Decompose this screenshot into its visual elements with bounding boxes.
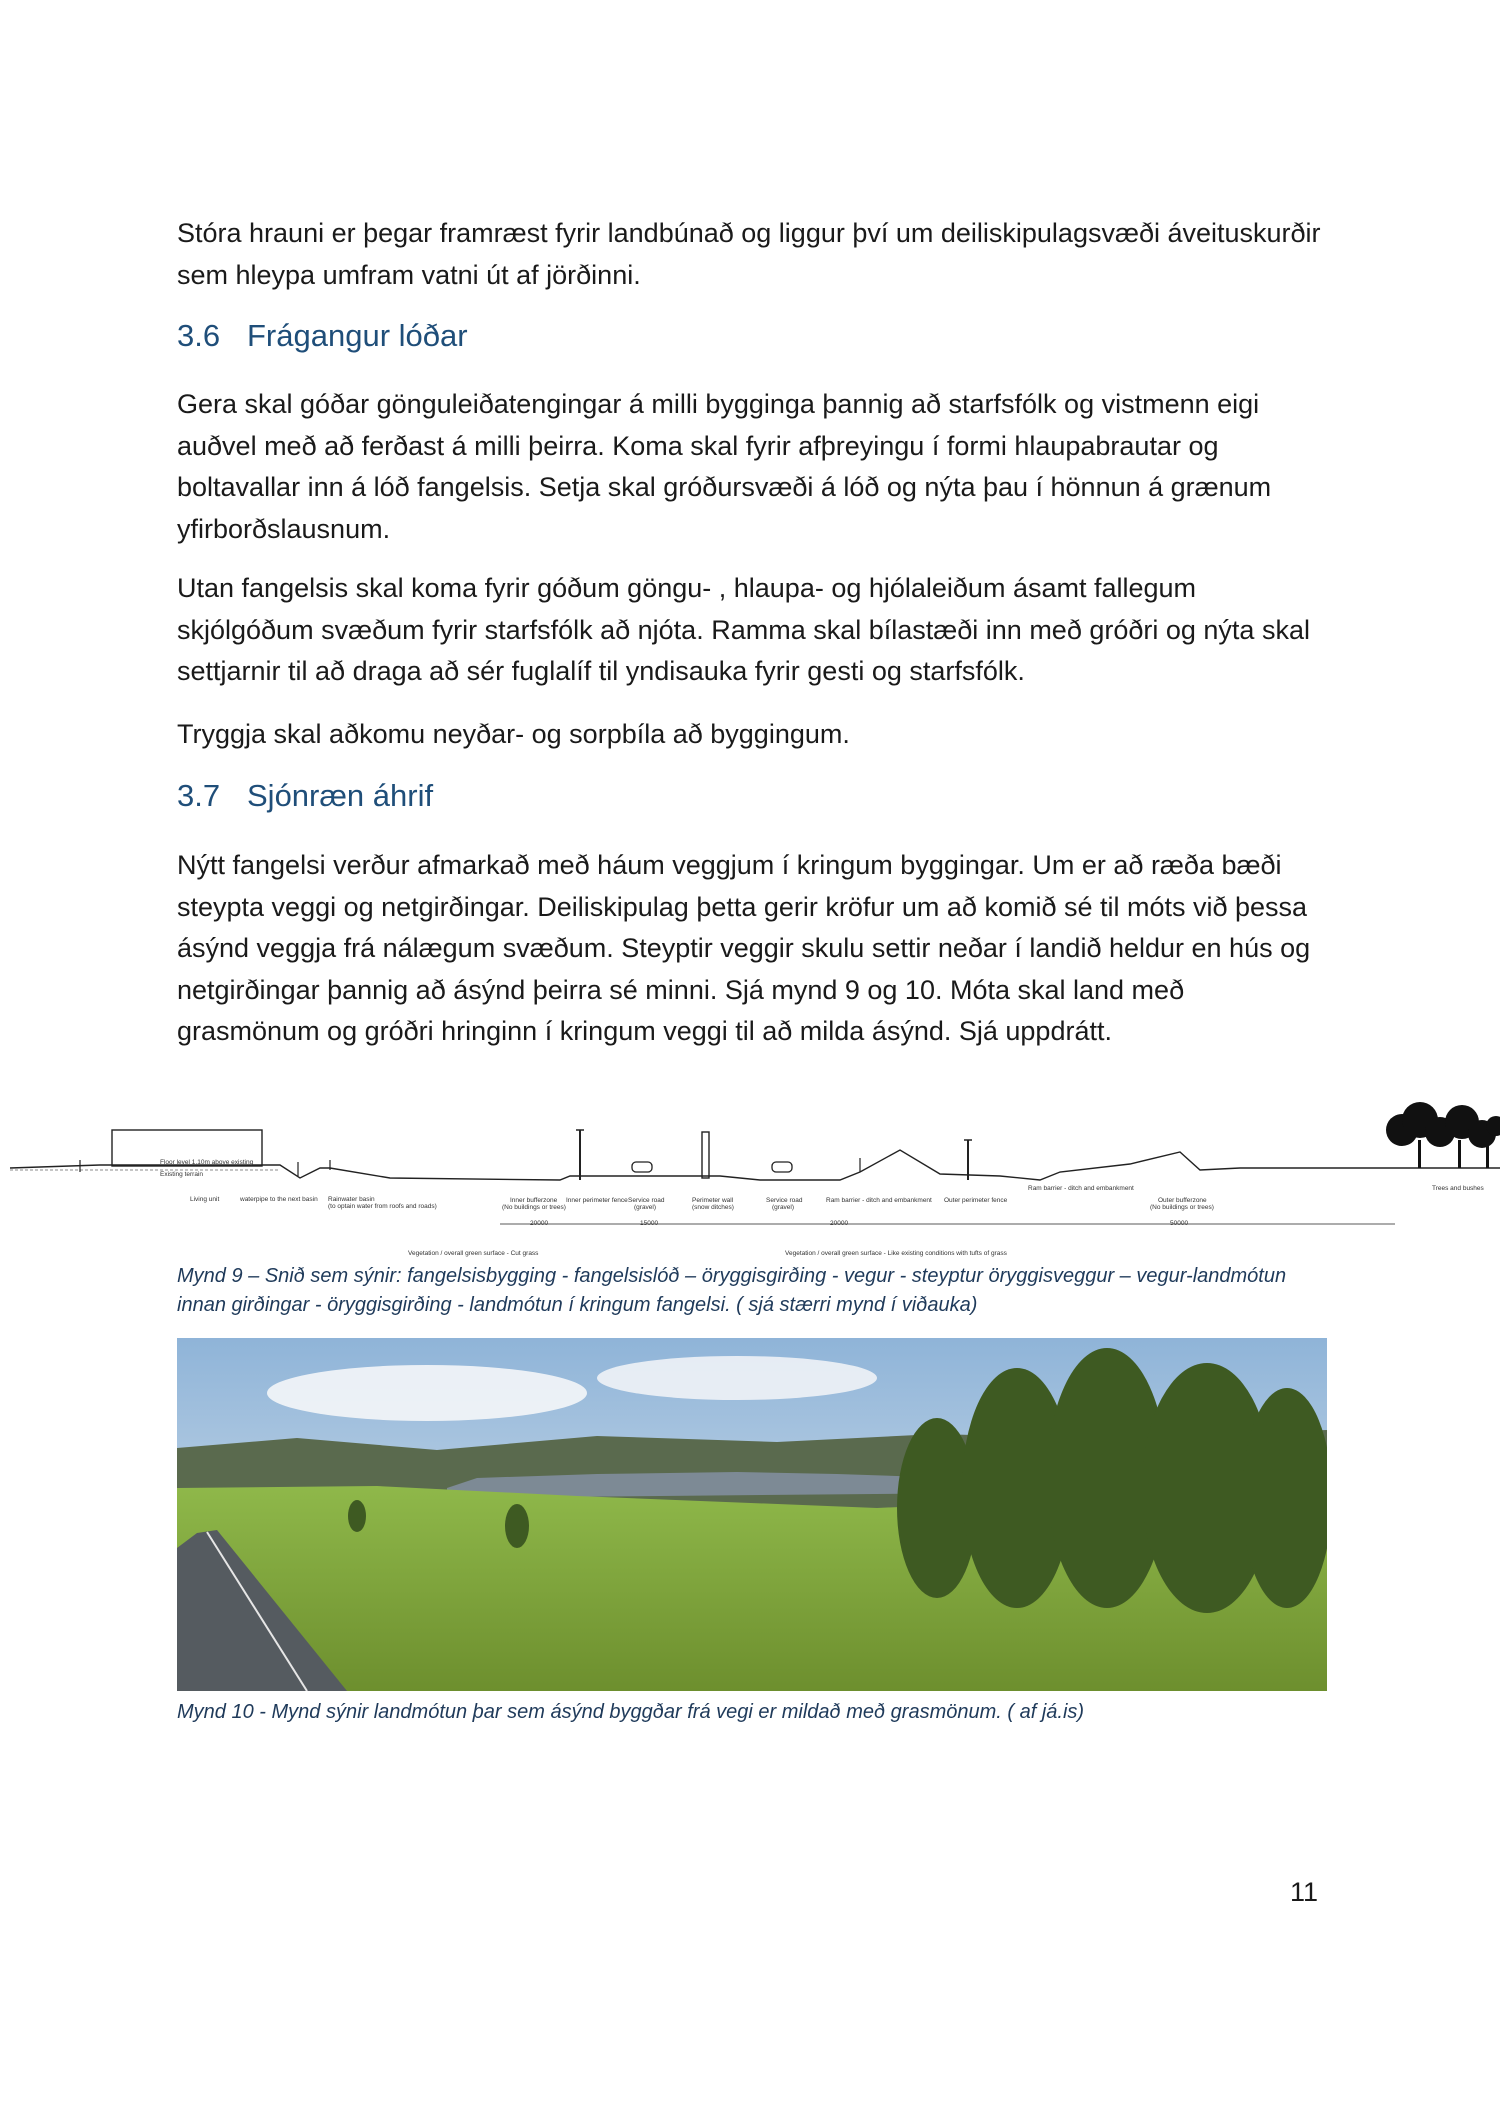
perimeter-wall-sub: (snow ditches) — [692, 1204, 734, 1211]
rainwater-basin-sub: (to optain water from roofs and roads) — [328, 1203, 437, 1210]
dimension-c: 20000 — [830, 1220, 849, 1227]
section-number: 3.7 — [177, 778, 221, 813]
paragraph-outside: Utan fangelsis skal koma fyrir góðum göngu- , hlaupa- og hjólaleiðum ásamt fallegum skjólgóðum svæðum fyrir starfsfólk að njóta. Ramma skal bílastæði inn með gróðri og nýta skal settjarnir til að draga að sér fuglalíf til yndisauka fyrir gesti og starfsfólk. — [177, 573, 1310, 686]
trees-label: Trees and bushes — [1432, 1185, 1484, 1192]
section-title: Frágangur lóðar — [247, 318, 468, 353]
ram-barrier-1-label: Ram barrier - ditch and embankment — [826, 1197, 932, 1204]
paragraph-visual-impact: Nýtt fangelsi verður afmarkað með háum veggjum í kringum byggingar. Um er að ræða bæði steypta veggi og netgirðingar. Deiliskipulag þetta gerir kröfur um að komið sé til móts við þessa ásýnd veggja frá nálægum svæðum. Steyptir veggir skulu settir neðar í landið heldur en hús og netgirðingar þannig að ásýnd þeirra sé minni. Sjá mynd 9 og 10. Móta skal land með grasmönum og gróðri hringinn í kringum veggi til að milda ásýnd. Sjá uppdrátt. — [177, 850, 1311, 1046]
outer-fence-label: Outer perimeter fence — [944, 1197, 1008, 1204]
perimeter-wall-label: Perimeter wall — [692, 1197, 734, 1204]
vehicle-2 — [772, 1162, 792, 1172]
landscape-photo — [177, 1338, 1327, 1691]
service-road-2-sub: (gravel) — [772, 1204, 795, 1211]
paragraph-paths: Gera skal góðar gönguleiðatengingar á milli bygginga þannig að starfsfólk og vistmenn eigi auðvel með að ferðast á milli þeirra. Koma skal fyrir afþreyingu í formi hlaupabrautar og boltavallar inn á lóð fangelsis. Setja skal gróðursvæði á lóð og nýta þau í hönnun á grænum yfirborðslausnum. — [177, 389, 1272, 544]
rainwater-basin-label: Rainwater basin — [328, 1196, 375, 1203]
floor-level-label: Floor level 1.10m above existing — [160, 1159, 254, 1166]
dimension-b: 15000 — [640, 1220, 659, 1227]
figure-9-caption: Mynd 9 – Snið sem sýnir: fangelsisbygging - fangelsislóð – öryggisgirðing - vegur - steyptur öryggisveggur – vegur-landmótun innan girðingar - öryggisgirðing - landmótun í kringum fangelsi. ( sjá stærri mynd í viðauka) — [177, 1265, 1287, 1316]
service-road-1-label: Service road — [628, 1197, 665, 1204]
section-number: 3.6 — [177, 318, 221, 353]
page-number: 11 — [1290, 1877, 1319, 1907]
vegetation-inner-label: Vegetation / overall green surface - Cut grass — [408, 1250, 539, 1257]
cloud-1 — [267, 1365, 587, 1421]
vehicle-1 — [632, 1162, 652, 1172]
vegetation-outer-label: Vegetation / overall green surface - Like existing conditions with tufts of grass — [785, 1250, 1007, 1257]
section-heading-3-7 — [177, 778, 433, 814]
dimension-d: 50000 — [1170, 1220, 1189, 1227]
trees-icon — [1386, 1102, 1500, 1168]
paragraph-access: Tryggja skal aðkomu neyðar- og sorpbíla að byggingum. — [177, 719, 850, 749]
cross-section-figure — [0, 1090, 1500, 1265]
living-unit-label: Living unit — [190, 1196, 220, 1203]
inner-bufferzone-sub: (No buildings or trees) — [502, 1204, 566, 1211]
inner-fence-label: Inner perimeter fence — [566, 1197, 628, 1204]
outer-bufferzone-sub: (No buildings or trees) — [1150, 1204, 1214, 1211]
section-heading-3-6 — [177, 318, 468, 354]
figure-10-caption: Mynd 10 - Mynd sýnir landmótun þar sem ásýnd byggðar frá vegi er mildað með grasmönum. ( af já.is) — [177, 1701, 1085, 1723]
service-road-1-sub: (gravel) — [634, 1204, 657, 1211]
section-title: Sjónræn áhrif — [247, 778, 434, 813]
service-road-2-label: Service road — [766, 1197, 803, 1204]
paragraph-drainage: Stóra hrauni er þegar framræst fyrir landbúnað og liggur því um deiliskipulagsvæði áveituskurðir sem hleypa umfram vatni út af jörðinni. — [177, 218, 1321, 290]
perimeter-wall — [702, 1132, 709, 1178]
cloud-2 — [597, 1356, 877, 1400]
ram-barrier-2-label: Ram barrier - ditch and embankment — [1028, 1185, 1134, 1192]
inner-bufferzone-label: Inner bufferzone — [510, 1197, 558, 1204]
outer-bufferzone-label: Outer bufferzone — [1158, 1197, 1207, 1204]
waterpipe-label: waterpipe to the next basin — [240, 1196, 318, 1203]
existing-terrain-label: Existing terrain — [160, 1171, 203, 1178]
dimension-a: 20000 — [530, 1220, 549, 1227]
